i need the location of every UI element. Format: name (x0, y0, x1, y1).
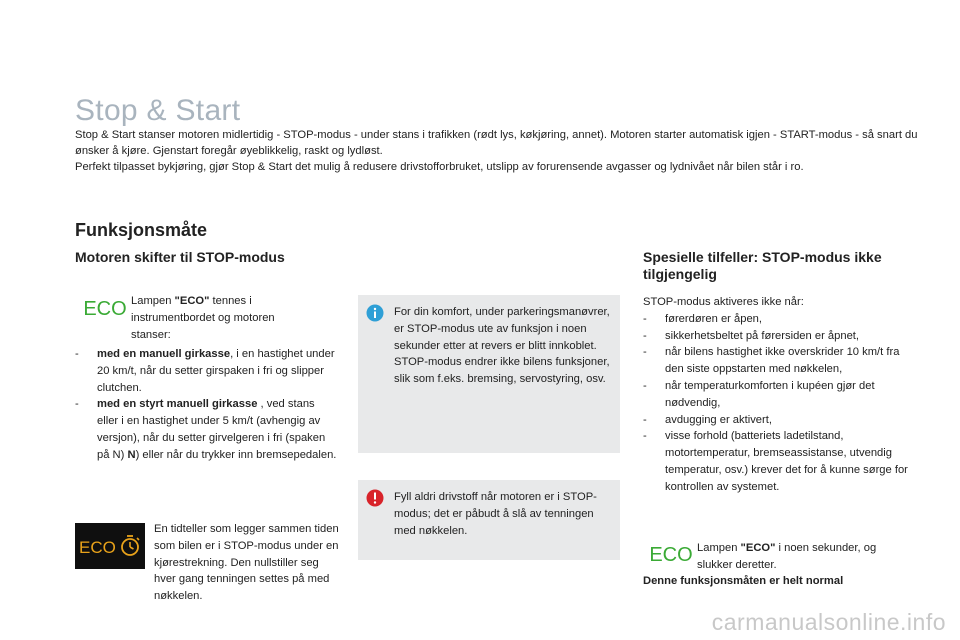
intro-text (75, 127, 925, 175)
info-note-text: For din komfort, under parkeringsmanøvrer, er STOP-modus ute av funksjon i noen sekunder etter at revers er blitt innkoblet. STOP-modus endrer ikke bilens funksjoner, slik som f.eks. bremsing, servostyring, osv. (394, 306, 610, 386)
stop-mode-heading: Motoren skifter til STOP-modus (75, 249, 285, 265)
list-item: - førerdøren er åpen, (643, 312, 763, 325)
special-cases-lead: STOP-modus aktiveres ikke når: (643, 296, 804, 308)
special-cases-heading: Spesielle tilfeller: STOP-modus ikke tilgjengelig (643, 249, 882, 282)
list-item: - når bilens hastighet ikke overskrider 10 km/t fra den siste oppstarten med nøkkelen, (643, 346, 900, 376)
watermark: carmanualsonline.info (711, 609, 946, 635)
list-item: - med en styrt manuell girkasse , ved stans eller i en hastighet under 5 km/t (avhengig av versjon), når du setter girvelgeren i fri (spaken på N) N) eller når du trykker inn bremsepedalen. (75, 398, 337, 461)
section-heading: Funksjonsmåte (75, 220, 208, 240)
eco-timer-label: ECO (79, 538, 116, 557)
list-item: - visse forhold (batteriets ladetilstand, motortemperatur, bremseassistanse, utvendig temperatur, osv.) krever det for å kunne sørge for kontrollen av systemet. (643, 430, 908, 493)
normal-operation-note: Denne funksjonsmåten er helt normal (643, 575, 844, 587)
warning-note-box (358, 480, 620, 560)
warning-note-text: Fyll aldri drivstoff når motoren er i STOP-modus; det er påbudt å slå av tenningen med nøkkelen. (394, 491, 597, 537)
eco-icon-label: ECO (83, 298, 127, 319)
stop-conditions-list (75, 346, 337, 464)
list-item: - sikkerhetsbeltet på førersiden er åpnet, (643, 329, 860, 342)
info-note-box (358, 295, 620, 453)
list-item: - med en manuell girkasse, i en hastighet under 20 km/t, når du setter girspaken i fri og slipper clutchen. (75, 348, 335, 394)
timer-description: En tidteller som legger sammen tiden som bilen er i STOP-modus under en kjørestrekning. Den nullstiller seg hver gang tenningen settes på med nøkkelen. (154, 523, 339, 603)
lamp-eco-blink-text: Lampen "ECO" i noen sekunder, og slukker deretter. (697, 542, 877, 571)
info-icon (366, 304, 384, 322)
special-cases-list (643, 294, 913, 496)
warning-icon (366, 489, 384, 507)
intro-paragraph-1: Stop & Start stanser motoren midlertidig - STOP-modus - under stans i trafikken (rødt lys, køkjøring, annet). Motoren starter automatisk igjen - START-modus - så snart du ønsker å kjøre. Gjenstart foregår øyeblikkelig, raskt og lydløst. (75, 129, 918, 157)
eco-green-icon-right (645, 543, 697, 565)
eco-green-icon (79, 297, 131, 319)
lamp-eco-text: Lampen "ECO" tennes i instrumentbordet og motoren stanser: (131, 295, 275, 341)
list-item: - når temperaturkomforten i kupéen gjør det nødvendig, (643, 379, 875, 409)
page-title: Stop & Start (75, 94, 241, 127)
eco-icon-label-right: ECO (649, 544, 693, 565)
intro-paragraph-2: Perfekt tilpasset bykjøring, gjør Stop & Start det mulig å redusere drivstofforbruket, utslipp av forurensende avgasser og lydnivået når bilen står i ro. (75, 161, 804, 173)
eco-timer-display-icon (75, 523, 145, 569)
list-item: - avdugging er aktivert, (643, 413, 772, 426)
